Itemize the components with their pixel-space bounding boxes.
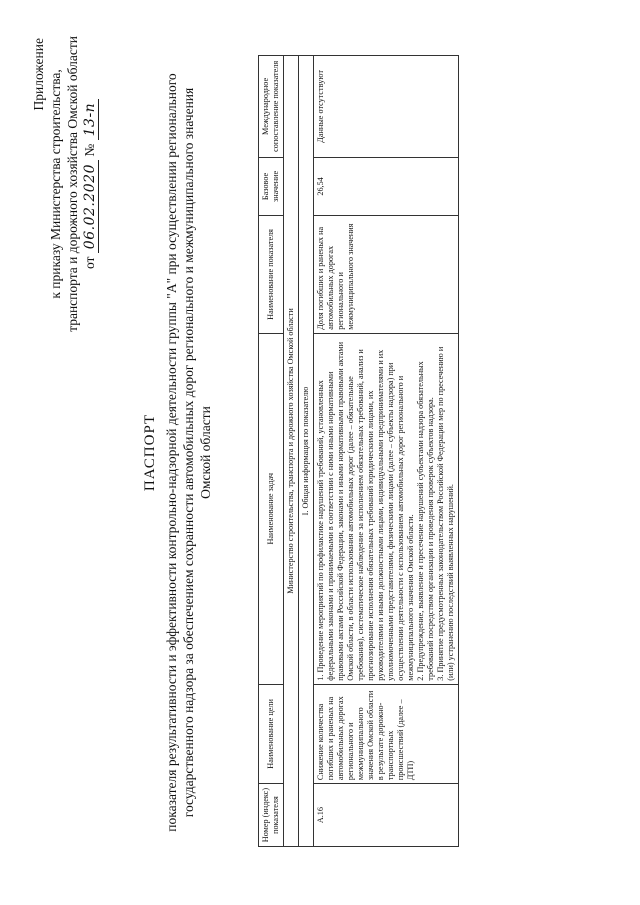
order-date: 06.02.2020 <box>82 160 99 253</box>
task-1: 1. Проведение мероприятий по профилактике нарушений требований, установленных федеральными законами и принимаемыми в соответствии с ними иными нормативными правовыми актами Российской Федерации, законами и иными нормативными правовыми актами Омской области, в области использования автомобильных дорог (далее – обязательные требования), систематическое наблюдение за исполнением обязательных требований, анализ и прогнозирование исполнения обязательных требований юридическими лицами, их руководителями и иными должностными лицами, индивидуальными предпринимателями и их уполномоченными представителями, физическими лицами (далее – субъекты надзора) при осуществлении деятельности с использованием автомобильных дорог регионального и межмуниципального значения Омской области. <box>316 342 415 681</box>
passport-subtitle: показателя результативности и эффективности контрольно-надзорной деятельности группы "А" при осуществлении регионального государственного надзора за обеспечением сохранности автомобильных дорог регионального и межмуниципального значения Омской области <box>164 73 213 832</box>
cell-indicator: Доля погибших и раненых на автомобильных дорогах регионального и межмуниципального значения <box>314 216 459 334</box>
header-base-value: Базовое значение <box>259 157 284 215</box>
number-label: № <box>82 143 97 157</box>
order-number: 13-п <box>82 99 99 141</box>
ministry-row <box>284 56 299 847</box>
ministry-name: Министерство строительства, транспорта и дорожного хозяйства Омской области <box>284 56 299 847</box>
appendix-order-line: к приказу Министерства строительства, <box>48 69 63 299</box>
cell-index: А.16 <box>314 784 459 847</box>
passport-heading <box>142 0 214 905</box>
passport-title: ПАСПОРТ <box>142 413 158 492</box>
cell-goal: Снижение количества погибших и раненых на автомобильных дорогах регионального и межмуниципального значения Омской области в результате дорожно-транспортных происшествий (далее – ДТП) <box>314 684 459 783</box>
task-3: 3. Принятие предусмотренных законодательством Российской Федерации мер по пресечению и (или) устранению последствий выявленных нарушений. <box>436 346 455 681</box>
cell-base-value: 26,54 <box>314 157 459 215</box>
appendix-header <box>30 36 99 332</box>
cell-tasks <box>314 333 459 684</box>
indicator-table <box>258 55 459 847</box>
header-intl-comparison: Международное сопоставление показателя <box>259 56 284 158</box>
header-indicator: Наименование показателя <box>259 216 284 334</box>
header-tasks: Наименование задач <box>259 333 284 684</box>
table-row <box>314 56 459 847</box>
section-title: I. Общая информация по показателю <box>299 56 314 847</box>
task-2: 2. Предупреждение, выявление и пресечение нарушений субъектами надзора обязательных требований посредством организации и проведения проверок субъектов надзора. <box>416 361 435 681</box>
appendix-ministry-line: транспорта и дорожного хозяйства Омской области <box>65 36 80 332</box>
header-index: Номер (индекс) показателя <box>259 784 284 847</box>
table-header-row <box>259 56 284 847</box>
appendix-date-line <box>81 36 99 332</box>
header-goal: Наименование цели <box>259 684 284 783</box>
appendix-label: Приложение <box>31 38 46 111</box>
from-label: от <box>82 256 97 270</box>
cell-intl-comparison: Данные отсутствуют <box>314 56 459 158</box>
section-row <box>299 56 314 847</box>
